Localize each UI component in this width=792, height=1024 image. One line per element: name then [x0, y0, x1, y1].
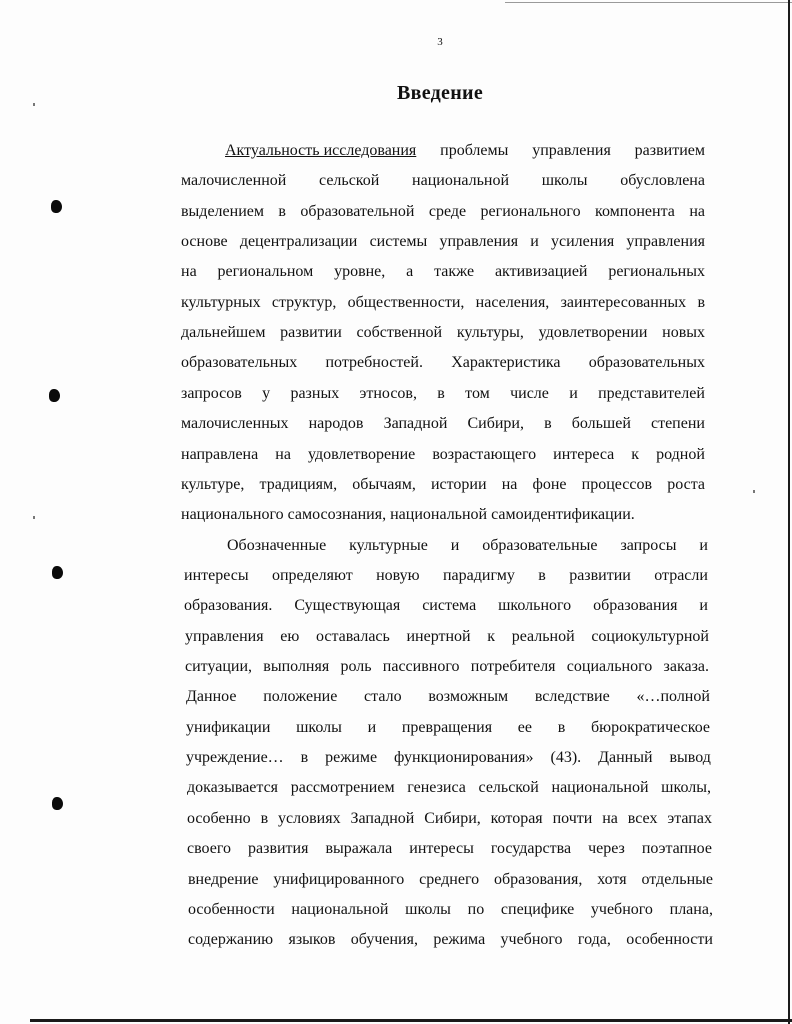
word: культурные [349, 537, 428, 554]
word: в [300, 749, 309, 766]
word: национальной [291, 901, 389, 918]
word: управления [439, 233, 519, 250]
text-line [187, 804, 712, 834]
binder-hole-mark [52, 566, 63, 579]
word: управления [532, 142, 611, 159]
word: отдельные [641, 871, 713, 888]
word: у [262, 385, 271, 402]
word: определяют [271, 567, 353, 584]
word: культурных [181, 294, 261, 311]
word: образовательной [300, 203, 415, 220]
word: образовательные [482, 537, 598, 554]
word: в [544, 415, 552, 432]
word: среднего [419, 871, 480, 888]
text-line [181, 379, 705, 409]
text-line [184, 561, 708, 591]
text-line [187, 773, 711, 803]
word: специфике [500, 901, 575, 918]
word: также [434, 263, 475, 280]
word: национальной [412, 172, 510, 189]
word: генезиса [407, 779, 466, 796]
word: и [569, 385, 578, 402]
word: представителей [598, 385, 705, 402]
word: особенно [187, 810, 251, 827]
word: учреждение… [186, 749, 284, 766]
text-line [187, 834, 712, 864]
word: плана, [669, 901, 713, 918]
word: в [260, 810, 269, 827]
word: разных [290, 385, 340, 402]
word: в [557, 719, 566, 736]
word: содержанию [188, 931, 274, 948]
word: стало [364, 688, 402, 705]
scan-speck [33, 103, 35, 106]
word: роль [340, 658, 372, 675]
text-line [181, 440, 705, 470]
word: активизацией [494, 263, 588, 280]
word: на [181, 263, 197, 280]
word: парадигму [442, 567, 515, 584]
binder-hole-mark [51, 200, 62, 213]
word: обучения, [350, 931, 418, 948]
word: унифицированного [273, 871, 405, 888]
word: обычаям, [352, 476, 416, 493]
word: населения, [475, 294, 550, 311]
word: унификации [186, 719, 271, 736]
word: по [467, 901, 485, 918]
word: образования, [494, 871, 583, 888]
word: процессов [581, 476, 653, 493]
word: региональном [217, 263, 314, 280]
word: заказа. [663, 658, 709, 675]
word: малочисленной [181, 172, 287, 189]
word: образовательных [181, 354, 298, 371]
word: новых [662, 324, 705, 341]
scan-speck [33, 516, 35, 519]
text-line-last: национального самосознания, национальной самоидентификации. [181, 506, 635, 523]
word: системы [369, 233, 428, 250]
word: учебного [500, 931, 563, 948]
word: традициям, [259, 476, 338, 493]
word: школьного [498, 597, 572, 614]
word: государства [490, 840, 572, 857]
word: числе [510, 385, 549, 402]
word: режиме [325, 749, 378, 766]
binder-hole-mark [49, 389, 60, 402]
text-line [188, 925, 713, 955]
word: ее [517, 719, 532, 736]
word: малочисленных [181, 415, 289, 432]
text-line [181, 348, 705, 378]
word: Западной [383, 415, 448, 432]
word: усиления [551, 233, 615, 250]
word: регионального [480, 203, 581, 220]
word: года, [577, 931, 611, 948]
word: культуре, [181, 476, 245, 493]
word: бюрократическое [590, 719, 710, 736]
word: на [275, 446, 291, 463]
text-line [185, 652, 709, 682]
word: своего [187, 840, 232, 857]
word: доказывается [187, 779, 279, 796]
word: особенности [626, 931, 713, 948]
word: этносов, [359, 385, 417, 402]
word: среде [428, 203, 467, 220]
word: потребностей. [325, 354, 423, 371]
word: социокультурной [591, 628, 709, 645]
word: Данный [598, 749, 653, 766]
text-line [186, 713, 710, 743]
word: через [588, 840, 625, 857]
word: удовлетворении [538, 324, 648, 341]
word: основе [181, 233, 228, 250]
word: возможным [428, 688, 509, 705]
word: учебного [590, 901, 653, 918]
text-line [181, 257, 705, 287]
scan-edge-top [505, 2, 792, 3]
word: фоне [532, 476, 567, 493]
word: возрастающего [432, 446, 537, 463]
word: интересы [409, 840, 474, 857]
word: заинтересованных [560, 294, 687, 311]
text-line [181, 288, 705, 318]
word: интереса [553, 446, 615, 463]
word: и [450, 537, 460, 554]
word: уровне, [334, 263, 386, 280]
scan-edge-bottom [30, 1019, 792, 1022]
text-line [186, 743, 711, 773]
word: почти [552, 810, 593, 827]
word: национальной [551, 779, 649, 796]
page-number: 3 [437, 36, 443, 48]
word: проблемы [440, 142, 509, 159]
word: ею [280, 628, 300, 645]
word: истории [430, 476, 487, 493]
word: в [697, 294, 705, 311]
word: (43). [550, 749, 582, 766]
word: языков [288, 931, 336, 948]
underlined-lead-phrase: Актуальность исследования [225, 142, 417, 159]
word: управления [626, 233, 705, 250]
word: сельской [478, 779, 539, 796]
word: выделением [181, 203, 264, 220]
word: социального [566, 658, 653, 675]
scan-speck [753, 490, 755, 493]
word: на [602, 810, 618, 827]
word: развития [248, 840, 309, 857]
word: хотя [597, 871, 627, 888]
word: рассмотрением [290, 779, 395, 796]
text-line [181, 470, 705, 500]
word: в [437, 385, 445, 402]
word: направлена [181, 446, 259, 463]
word: которая [490, 810, 543, 827]
word: народов [308, 415, 364, 432]
word: образовательных [588, 354, 705, 371]
word: выполняя [263, 658, 330, 675]
word: «…полной [636, 688, 710, 705]
word: региональных [608, 263, 705, 280]
word: к [631, 446, 640, 463]
word: отрасли [654, 567, 708, 584]
word: в [538, 567, 546, 584]
word: школы [405, 901, 451, 918]
section-heading: Введение [396, 82, 484, 104]
word: система [422, 597, 477, 614]
text-line [181, 227, 705, 257]
scan-edge-right [788, 0, 790, 1024]
word: и [699, 597, 708, 614]
text-line [225, 136, 705, 166]
word: сельской [319, 172, 380, 189]
word: школы [541, 172, 588, 189]
word: управления [185, 628, 264, 645]
word: положение [263, 688, 338, 705]
word: на [689, 203, 705, 220]
word: этапах [667, 810, 712, 827]
word: вследствие [534, 688, 610, 705]
word: собственной [356, 324, 443, 341]
text-line [181, 318, 705, 348]
word: развитии [569, 567, 631, 584]
word: запросы [620, 537, 677, 554]
word: удовлетворение [307, 446, 416, 463]
text-line [185, 622, 709, 652]
word: всех [627, 810, 658, 827]
word: внедрение [188, 871, 259, 888]
word: поэтапное [641, 840, 712, 857]
word: и [699, 537, 708, 554]
word: в [278, 203, 286, 220]
word: Западной [350, 810, 415, 827]
word: особенности [188, 901, 275, 918]
text-line [227, 531, 708, 561]
word: пассивного [382, 658, 460, 675]
word: роста [667, 476, 705, 493]
text-line [188, 895, 713, 925]
word: Данное [186, 688, 237, 705]
word: компонента [595, 203, 675, 220]
word: школы [296, 719, 342, 736]
word: и [530, 233, 539, 250]
word: образования. [184, 597, 273, 614]
word: общественности, [347, 294, 465, 311]
text-line [181, 409, 705, 439]
word: большей [571, 415, 631, 432]
word: Характеристика [451, 354, 561, 371]
word: дальнейшем [181, 324, 266, 341]
word: на [501, 476, 518, 493]
word: структур, [271, 294, 337, 311]
word: Сибири, [467, 415, 524, 432]
word: оставалась [315, 628, 390, 645]
word: новую [376, 567, 420, 584]
text-line [181, 197, 705, 227]
word: обусловлена [620, 172, 705, 189]
word: а [406, 263, 414, 280]
text-line [186, 682, 710, 712]
word: выражала [325, 840, 393, 857]
word: образования [593, 597, 678, 614]
word: Обозначенные [227, 537, 327, 554]
word: режима [433, 931, 486, 948]
word: децентрализации [239, 233, 358, 250]
word: развитием [634, 142, 705, 159]
word: вывод [669, 749, 711, 766]
word: и [367, 719, 377, 736]
word: интересы [184, 567, 249, 584]
text-line [181, 166, 705, 196]
word: развитии [280, 324, 342, 341]
word: превращения [401, 719, 493, 736]
word: условиях [278, 810, 341, 827]
binder-hole-mark [52, 797, 63, 810]
word: Существующая [294, 597, 401, 614]
word: функционирования» [394, 749, 534, 766]
word: к [487, 628, 496, 645]
word: родной [656, 446, 705, 463]
word: культуры, [456, 324, 524, 341]
word: инертной [406, 628, 471, 645]
word: потребителя [470, 658, 556, 675]
word: запросов [181, 385, 242, 402]
word: степени [650, 415, 705, 432]
text-line [184, 591, 708, 621]
word: Сибири, [424, 810, 481, 827]
text-line [188, 865, 713, 895]
word: ситуации, [185, 658, 253, 675]
word: том [465, 385, 490, 402]
word: школы, [661, 779, 711, 796]
word: реальной [511, 628, 575, 645]
